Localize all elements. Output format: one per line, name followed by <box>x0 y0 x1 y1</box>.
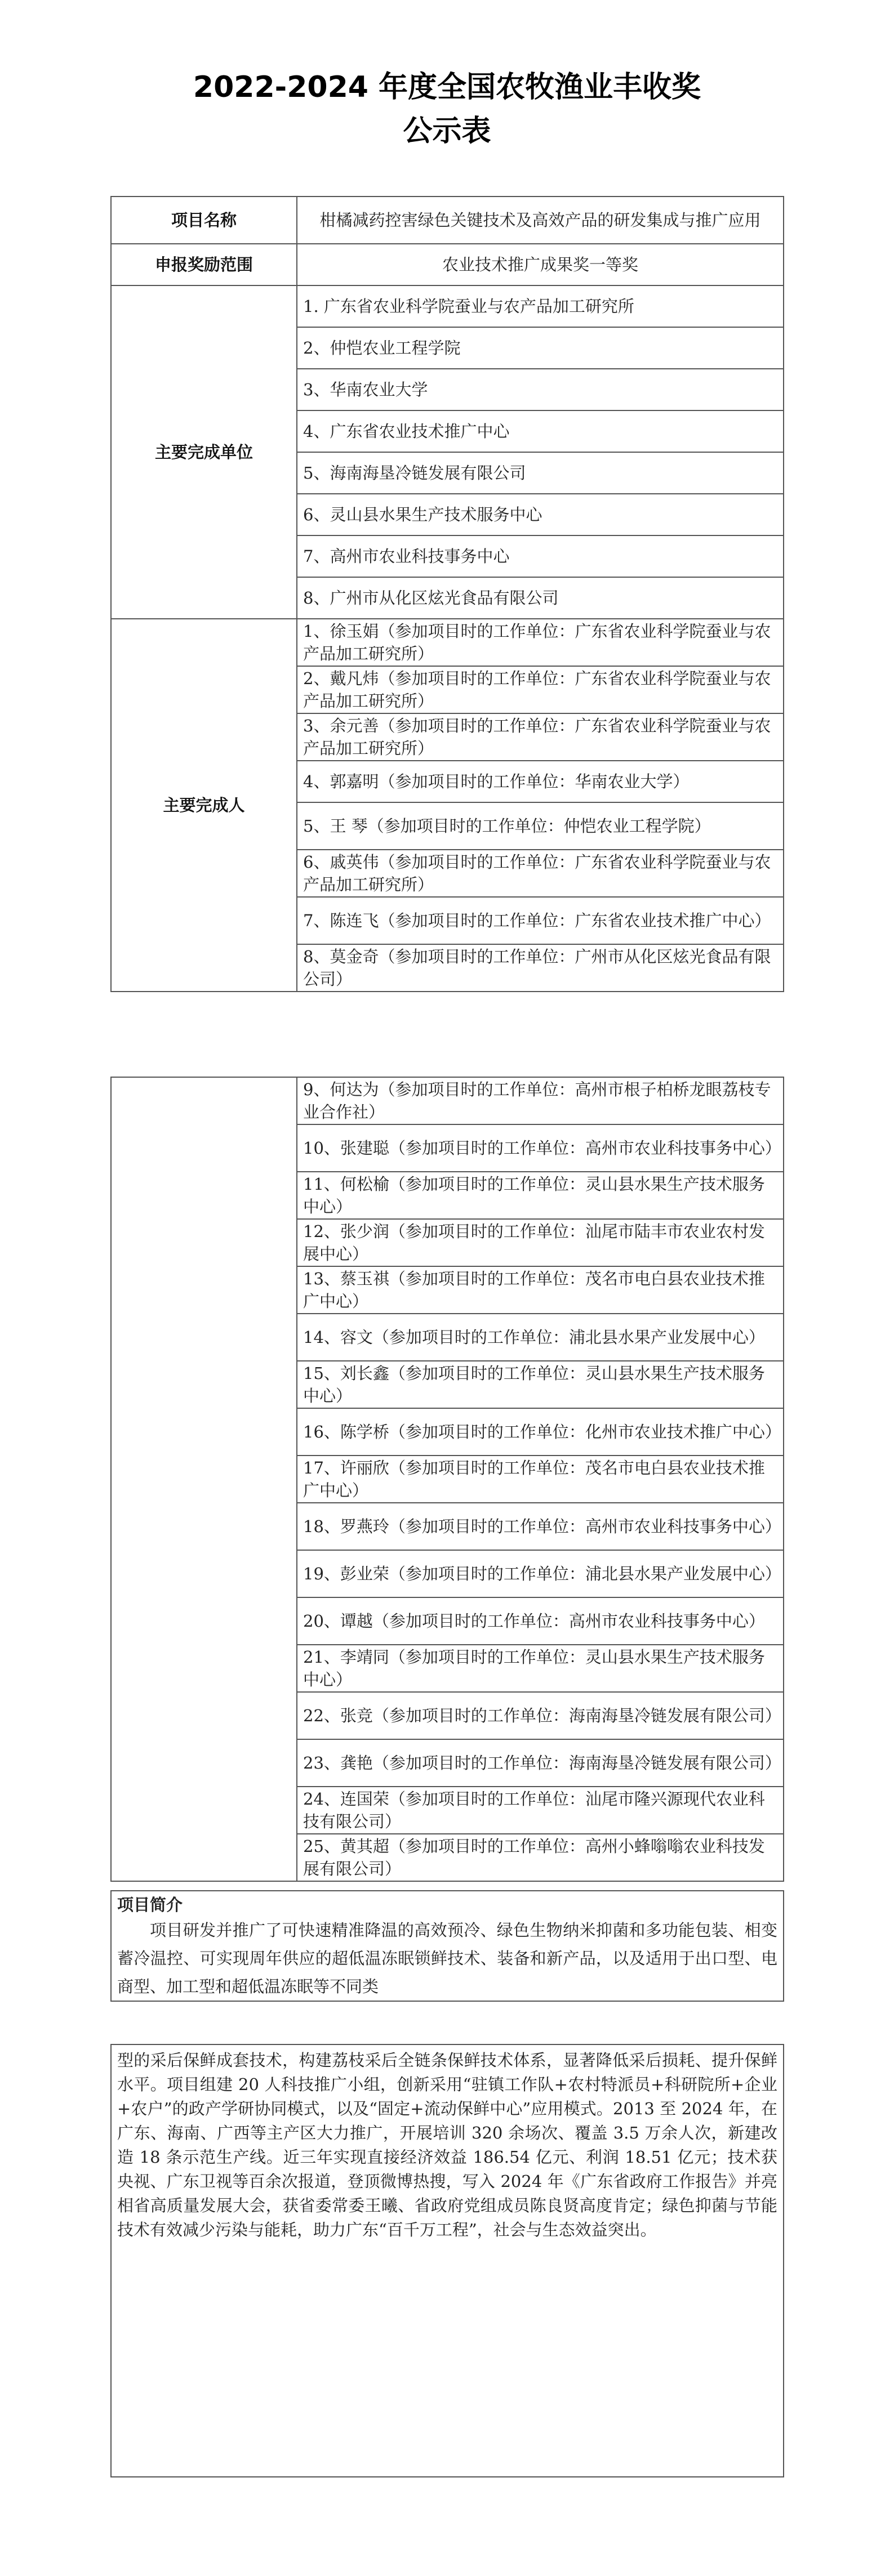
person-item: 9、何达为（参加项目时的工作单位：高州市根子柏桥龙眼荔枝专业合作社） <box>297 1077 784 1124</box>
person-item: 10、张建聪（参加项目时的工作单位：高州市农业科技事务中心） <box>297 1124 784 1172</box>
intro-row <box>111 1891 784 2001</box>
intro-table-page3 <box>110 2044 784 2477</box>
person-item: 17、许丽欣（参加项目时的工作单位：茂名市电白县农业技术推广中心） <box>297 1456 784 1503</box>
intro-text-part2: 型的采后保鲜成套技术，构建荔枝采后全链条保鲜技术体系，显著降低采后损耗、提升保鲜水平。项目组建 20 人科技推广小组，创新采用“驻镇工作队+农村特派员+科研院所+企业+农户”的政产学研协同模式，以及“固定+流动保鲜中心”应用模式。2013 至 2024 年，在广东、海南、广西等主产区大力推广，开展培训 320 余场次、覆盖 3.5 万余人次，新建改造 18 条示范生产线。近三年实现直接经济效益 186.54 亿元、利润 18.51 亿元；技术获央视、广东卫视等百余次报道，登顶微博热搜，写入 2024 年《广东省政府工作报告》并亮相省高质量发展大会，获省委常委王曦、省政府党组成员陈良贤高度肯定；绿色抑菌与节能技术有效减少污染与能耗，助力广东“百千万工程”，社会与生态效益突出。 <box>111 2044 784 2477</box>
person-item: 21、李靖同（参加项目时的工作单位：灵山县水果生产技术服务中心） <box>297 1645 784 1692</box>
award-scope-row <box>111 244 784 285</box>
unit-row <box>111 285 784 327</box>
project-name-label: 项目名称 <box>111 197 297 244</box>
project-name-value: 柑橘减药控害绿色关键技术及高效产品的研发集成与推广应用 <box>297 197 784 244</box>
persons-label-continued <box>111 1077 297 1881</box>
person-item: 4、郭嘉明（参加项目时的工作单位：华南农业大学） <box>297 761 784 802</box>
project-name-row <box>111 197 784 244</box>
unit-item: 4、广东省农业技术推广中心 <box>297 410 784 452</box>
units-label: 主要完成单位 <box>111 285 297 619</box>
person-item: 15、刘长鑫（参加项目时的工作单位：灵山县水果生产技术服务中心） <box>297 1361 784 1408</box>
person-row <box>111 1077 784 1124</box>
person-item: 16、陈学桥（参加项目时的工作单位：化州市农业技术推广中心） <box>297 1408 784 1456</box>
person-item: 8、莫金奇（参加项目时的工作单位：广州市从化区炫光食品有限公司） <box>297 944 784 992</box>
person-item: 1、徐玉娟（参加项目时的工作单位：广东省农业科学院蚕业与农产品加工研究所） <box>297 619 784 666</box>
person-item: 25、黄其超（参加项目时的工作单位：高州小蜂嗡嗡农业科技发展有限公司） <box>297 1834 784 1881</box>
intro-continued-row <box>111 2044 784 2477</box>
person-item: 20、谭越（参加项目时的工作单位：高州市农业科技事务中心） <box>297 1597 784 1645</box>
document-subtitle: 公示表 <box>403 114 491 148</box>
intro-label: 项目简介 <box>117 1895 183 1914</box>
intro-text-part1: 项目研发并推广了可快速精准降温的高效预冷、绿色生物纳米抑菌和多功能包装、相变蓄冷温控、可实现周年供应的超低温冻眠锁鲜技术、装备和新产品，以及适用于出口型、电商型、加工型和超低温冻眠等不同类 <box>117 1921 777 1996</box>
unit-item: 1. 广东省农业科学院蚕业与农产品加工研究所 <box>297 285 784 327</box>
person-item: 12、张少润（参加项目时的工作单位：汕尾市陆丰市农业农村发展中心） <box>297 1219 784 1266</box>
announcement-table-page2 <box>110 1077 784 1882</box>
person-item: 5、王 琴（参加项目时的工作单位：仲恺农业工程学院） <box>297 802 784 850</box>
person-item: 13、蔡玉祺（参加项目时的工作单位：茂名市电白县农业技术推广中心） <box>297 1266 784 1314</box>
person-item: 14、容文（参加项目时的工作单位：浦北县水果产业发展中心） <box>297 1314 784 1361</box>
person-item: 6、戚英伟（参加项目时的工作单位：广东省农业科学院蚕业与农产品加工研究所） <box>297 850 784 897</box>
unit-item: 8、广州市从化区炫光食品有限公司 <box>297 577 784 619</box>
announcement-table-page1 <box>110 196 784 992</box>
award-scope-value: 农业技术推广成果奖一等奖 <box>297 244 784 285</box>
persons-label: 主要完成人 <box>111 619 297 992</box>
person-item: 7、陈连飞（参加项目时的工作单位：广东省农业技术推广中心） <box>297 897 784 944</box>
person-item: 24、连国荣（参加项目时的工作单位：汕尾市隆兴源现代农业科技有限公司） <box>297 1787 784 1834</box>
unit-item: 6、灵山县水果生产技术服务中心 <box>297 494 784 535</box>
unit-item: 7、高州市农业科技事务中心 <box>297 535 784 577</box>
award-scope-label: 申报奖励范围 <box>111 244 297 285</box>
unit-item: 3、华南农业大学 <box>297 369 784 410</box>
person-item: 3、余元善（参加项目时的工作单位：广东省农业科学院蚕业与农产品加工研究所） <box>297 713 784 761</box>
person-item: 23、龚艳（参加项目时的工作单位：海南海垦冷链发展有限公司） <box>297 1739 784 1787</box>
intro-table-page2 <box>110 1890 784 2002</box>
person-item: 22、张竞（参加项目时的工作单位：海南海垦冷链发展有限公司） <box>297 1692 784 1739</box>
person-item: 2、戴凡炜（参加项目时的工作单位：广东省农业科学院蚕业与农产品加工研究所） <box>297 666 784 713</box>
unit-item: 5、海南海垦冷链发展有限公司 <box>297 452 784 494</box>
person-item: 19、彭业荣（参加项目时的工作单位：浦北县水果产业发展中心） <box>297 1550 784 1597</box>
person-row <box>111 619 784 666</box>
person-item: 18、罗燕玲（参加项目时的工作单位：高州市农业科技事务中心） <box>297 1503 784 1550</box>
unit-item: 2、仲恺农业工程学院 <box>297 327 784 369</box>
person-item: 11、何松榆（参加项目时的工作单位：灵山县水果生产技术服务中心） <box>297 1172 784 1219</box>
intro-cell <box>111 1891 784 2001</box>
document-title: 2022-2024 年度全国农牧渔业丰收奖 <box>193 70 701 104</box>
